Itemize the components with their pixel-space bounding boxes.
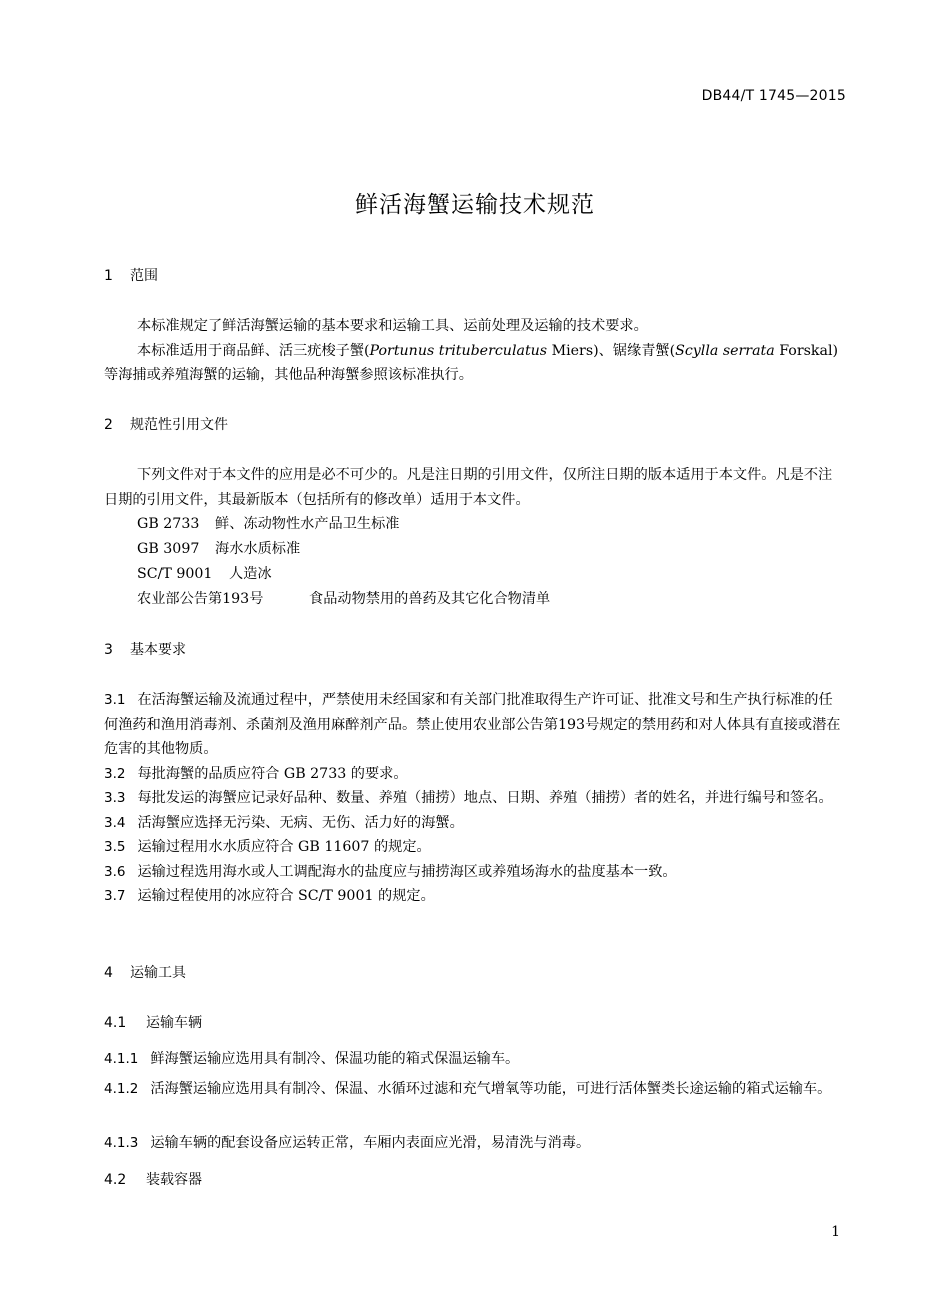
reference-name: 人造冰	[229, 566, 272, 582]
clause	[104, 688, 846, 762]
subsection-number: 4.2	[104, 1172, 127, 1188]
clause-number: 4.1.3	[104, 1135, 139, 1151]
reference-name: 鲜、冻动物性水产品卫生标准	[215, 516, 400, 532]
clause	[104, 762, 846, 787]
reference-code: SC/T 9001	[137, 566, 213, 582]
reference-item	[137, 537, 846, 562]
reference-name: 食品动物禁用的兽药及其它化合物清单	[309, 591, 551, 607]
scope-paragraph-1: 本标准规定了鲜活海蟹运输的基本要求和运输工具、运前处理及运输的技术要求。	[137, 318, 648, 334]
section-4-heading	[104, 961, 846, 985]
clause-number: 3.6	[104, 863, 126, 880]
text-run: Forskal)等海捕或养殖海蟹的运输，其他品种海蟹参照该标准执行。	[104, 342, 839, 383]
section-number: 1	[104, 268, 113, 284]
reference-item	[137, 562, 846, 587]
clause-text: 每批发运的海蟹应记录好品种、数量、养殖（捕捞）地点、日期、养殖（捕捞）者的姓名，并进行编号和签名。	[137, 790, 833, 806]
clause-text: 每批海蟹的品质应符合 GB 2733 的要求。	[137, 765, 408, 782]
clause-4-1-3	[104, 1131, 846, 1156]
clause-text: 活海蟹应选择无污染、无病、无伤、活力好的海蟹。	[137, 814, 464, 831]
document-title: 鲜活海蟹运输技术规范	[355, 192, 595, 218]
clause-number: 4.1.2	[104, 1081, 139, 1097]
section-title: 基本要求	[130, 642, 186, 658]
section-number: 2	[104, 417, 113, 433]
clause-4-1-2	[104, 1077, 846, 1102]
scope-paragraph-2	[104, 339, 846, 388]
clause-text: 运输过程用水水质应符合 GB 11607 的规定。	[137, 839, 431, 855]
subsection-number: 4.1	[104, 1015, 127, 1031]
clause-text: 活海蟹运输应选用具有制冷、保温、水循环过滤和充气增氧等功能，可进行活体蟹类长途运输的箱式运输车。	[150, 1081, 832, 1097]
reference-item	[137, 587, 846, 612]
text-run: 本标准适用于商品鲜、活三疣梭子蟹(	[137, 342, 370, 359]
subsection-title: 装载容器	[146, 1172, 202, 1188]
reference-code: GB 3097	[137, 541, 200, 557]
clause-number: 4.1.1	[104, 1051, 139, 1067]
document-code: DB44/T 1745—2015	[701, 88, 846, 104]
scientific-name: Scylla serrata	[675, 342, 775, 359]
reference-code: GB 2733	[137, 516, 200, 532]
clause-number: 3.4	[104, 814, 126, 831]
scientific-name: Portunus trituberculatus	[369, 342, 548, 359]
clause-text: 运输过程选用海水或人工调配海水的盐度应与捕捞海区或养殖场海水的盐度基本一致。	[137, 863, 677, 880]
clause-number: 3.3	[104, 790, 126, 806]
clause-number: 3.7	[104, 888, 126, 904]
section-number: 3	[104, 642, 113, 658]
section-2-body	[104, 463, 846, 612]
page-number: 1	[831, 1224, 840, 1240]
section-1-heading	[104, 264, 846, 288]
section-title: 范围	[130, 268, 158, 284]
section-3-heading	[104, 638, 846, 662]
clause-text: 鲜海蟹运输应选用具有制冷、保温功能的箱式保温运输车。	[150, 1051, 520, 1067]
subsection-title: 运输车辆	[146, 1015, 202, 1031]
text-run: Miers)、锯缘青蟹(	[547, 342, 676, 359]
section-3-body	[104, 688, 846, 909]
subsection-4-1-heading	[104, 1011, 846, 1035]
clause	[104, 786, 846, 811]
clause-4-1-1	[104, 1047, 846, 1072]
clause-text: 运输过程使用的冰应符合 SC/T 9001 的规定。	[137, 888, 435, 904]
clause-text: 运输车辆的配套设备应运转正常，车厢内表面应光滑，易清洗与消毒。	[150, 1135, 591, 1151]
reference-name: 海水水质标准	[215, 541, 301, 557]
section-title: 运输工具	[130, 965, 186, 981]
reference-item	[137, 512, 846, 537]
clause	[104, 884, 846, 909]
clause-number: 3.2	[104, 765, 126, 782]
clause	[104, 860, 846, 885]
clause	[104, 811, 846, 836]
clause-number: 3.5	[104, 839, 126, 855]
reference-code: 农业部公告第193号	[137, 591, 264, 607]
subsection-4-2-heading	[104, 1168, 846, 1192]
clause-text: 在活海蟹运输及流通过程中，严禁使用未经国家和有关部门批准取得生产许可证、批准文号和生产执行标准的任何渔药和渔用消毒剂、杀菌剂及渔用麻醉剂产品。禁止使用农业部公告第193号规定的禁用药和对人体具有直接或潜在危害的其他物质。	[104, 692, 841, 757]
references-intro: 下列文件对于本文件的应用是必不可少的。凡是注日期的引用文件，仅所注日期的版本适用于本文件。凡是不注日期的引用文件，其最新版本（包括所有的修改单）适用于本文件。	[104, 467, 833, 508]
clause-number: 3.1	[104, 692, 126, 708]
section-number: 4	[104, 965, 113, 981]
section-1-body	[104, 314, 846, 388]
section-title: 规范性引用文件	[130, 417, 228, 433]
clause	[104, 835, 846, 860]
section-2-heading	[104, 413, 846, 437]
